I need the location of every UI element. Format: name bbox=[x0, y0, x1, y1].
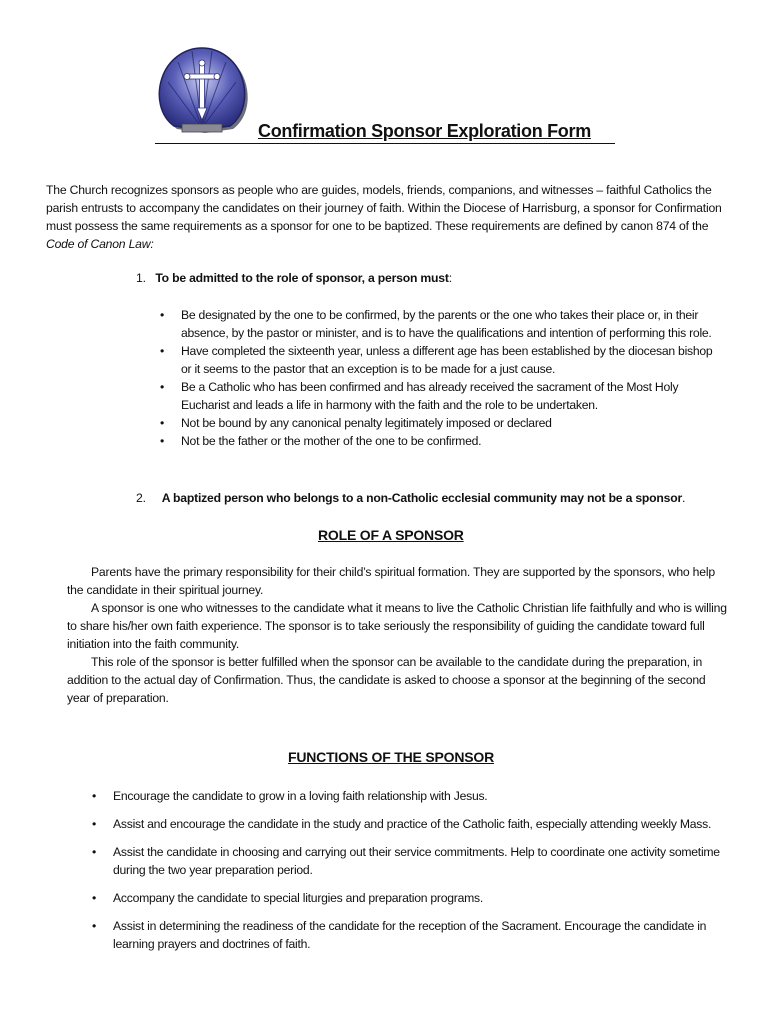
sponsor-requirements-list bbox=[157, 306, 717, 450]
list-item: • Be a Catholic who has been confirmed and has already received the sacrament of the Most Holy Eucharist and leads a life in harmony with the faith and the role to be undertaken. bbox=[157, 378, 717, 414]
list-item: • Assist the candidate in choosing and carrying out their service commitments. Help to coordinate one activity sometime during the two year preparation period. bbox=[89, 843, 729, 879]
role-paragraph: Parents have the primary responsibility for their child’s spiritual formation. They are supported by the sponsors, who help the candidate in their spiritual journey. bbox=[67, 565, 715, 597]
requirement-2-period: . bbox=[682, 491, 686, 505]
list-item: • Accompany the candidate to special liturgies and preparation programs. bbox=[89, 889, 729, 907]
page-title: Confirmation Sponsor Exploration Form bbox=[258, 121, 591, 141]
role-paragraph: A sponsor is one who witnesses to the candidate what it means to live the Catholic Christian life faithfully and who is willing to share his/her own faith experience. The sponsor is to take seriously the responsibility of guiding the candidate toward full initiation into the faith community. bbox=[67, 601, 727, 651]
intro-text: The Church recognizes sponsors as people who are guides, models, friends, companions, and witnesses – faithful Catholics the parish entrusts to accompany the candidates on their journey of faith. Within the Diocese of Harrisburg, a sponsor for Confirmation must possess the same requirements as a sponsor for one to be baptized. These requirements are defined by canon 874 of the bbox=[46, 183, 722, 233]
requirement-1 bbox=[136, 269, 452, 287]
requirement-1-number: 1. bbox=[136, 271, 146, 285]
role-paragraph: This role of the sponsor is better fulfilled when the sponsor can be available to the candidate during the preparation, in addition to the actual day of Confirmation. Thus, the candidate is asked to choose a sponsor at the beginning of the second year of preparation. bbox=[67, 655, 706, 705]
requirement-1-colon: : bbox=[448, 271, 452, 285]
role-section-body bbox=[67, 563, 729, 707]
list-item: • Encourage the candidate to grow in a loving faith relationship with Jesus. bbox=[89, 787, 729, 805]
parish-shell-logo bbox=[152, 38, 252, 138]
functions-section-heading: FUNCTIONS OF THE SPONSOR bbox=[288, 749, 494, 765]
requirement-1-heading: To be admitted to the role of sponsor, a person must bbox=[155, 271, 449, 285]
intro-paragraph bbox=[46, 181, 726, 253]
list-item: • Not be the father or the mother of the one to be confirmed. bbox=[157, 432, 717, 450]
role-section-heading: ROLE OF A SPONSOR bbox=[318, 527, 464, 543]
title-underline-rule bbox=[155, 143, 615, 144]
list-item: • Not be bound by any canonical penalty legitimately imposed or declared bbox=[157, 414, 717, 432]
canon-law-citation: Code of Canon Law: bbox=[46, 237, 154, 251]
requirement-2-number: 2. bbox=[136, 491, 146, 505]
list-item: • Assist in determining the readiness of the candidate for the reception of the Sacrament. Encourage the candidate in learning prayers and doctrines of faith. bbox=[89, 917, 729, 953]
list-item: • Assist and encourage the candidate in the study and practice of the Catholic faith, especially attending weekly Mass. bbox=[89, 815, 729, 833]
requirement-2-text: A baptized person who belongs to a non-Catholic ecclesial community may not be a sponsor bbox=[161, 491, 683, 505]
list-item: • Be designated by the one to be confirmed, by the parents or the one who takes their place or, in their absence, by the pastor or minister, and is to have the qualifications and intention of performing this role. bbox=[157, 306, 717, 342]
list-item: • Have completed the sixteenth year, unless a different age has been established by the diocesan bishop or it seems to the pastor that an exception is to be made for a just cause. bbox=[157, 342, 717, 378]
requirement-2 bbox=[136, 489, 685, 507]
sponsor-functions-list bbox=[89, 787, 729, 963]
